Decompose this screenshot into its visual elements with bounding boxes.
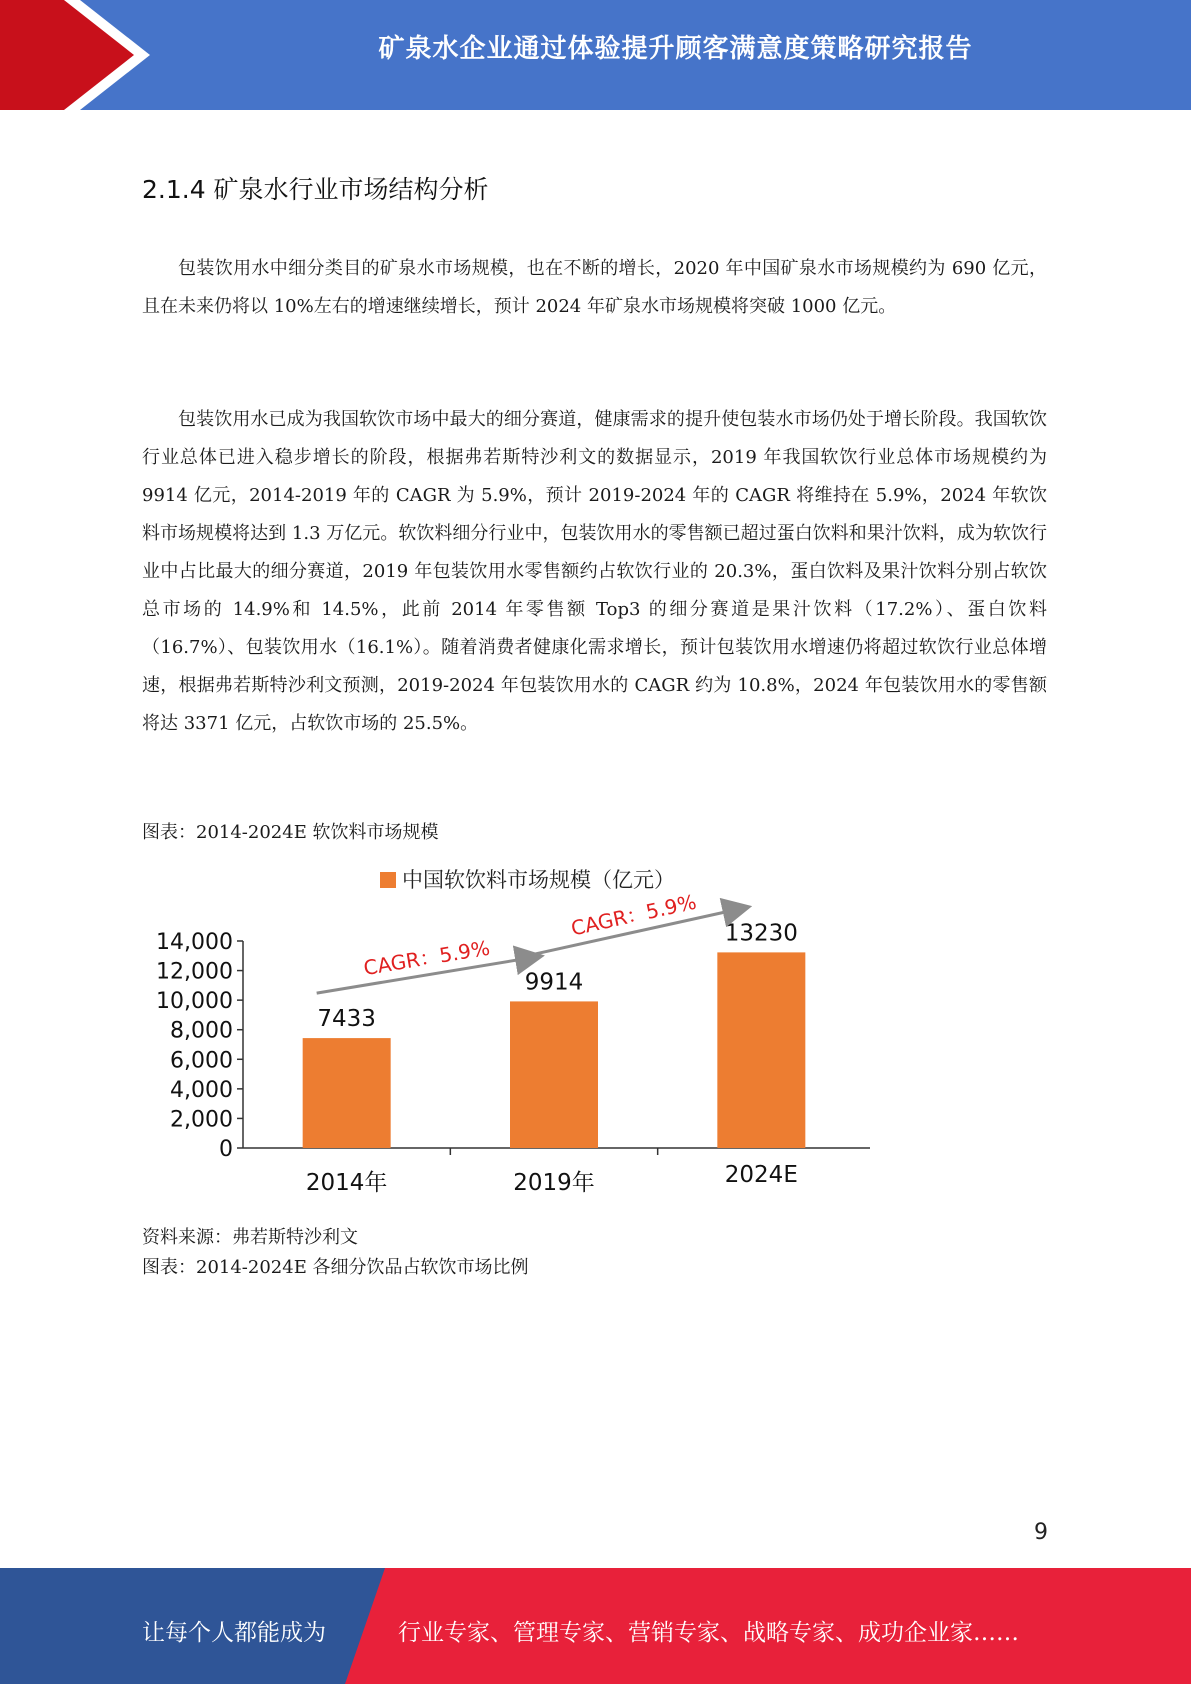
page-number: 9 bbox=[1034, 1520, 1048, 1545]
report-title: 矿泉水企业通过体验提升顾客满意度策略研究报告 bbox=[378, 34, 973, 64]
x-tick-label: 2014年 bbox=[305, 1170, 388, 1196]
figure-source: 资料来源：弗若斯特沙利文 bbox=[142, 1227, 358, 1248]
chart-svg bbox=[140, 855, 880, 1215]
bar bbox=[510, 1001, 598, 1148]
legend-swatch bbox=[380, 872, 396, 888]
bar-value-label: 9914 bbox=[524, 969, 584, 996]
bar-value-label: 13230 bbox=[724, 920, 798, 947]
y-tick-label: 4,000 bbox=[170, 1077, 233, 1103]
footer-slogan-left: 让每个人都能成为 bbox=[142, 1620, 326, 1646]
cagr-label: CAGR：5.9% bbox=[361, 935, 492, 981]
legend-label: 中国软饮料市场规模（亿元） bbox=[402, 868, 675, 892]
paragraph-1: 包装饮用水中细分类目的矿泉水市场规模，也在不断的增长，2020 年中国矿泉水市场规模约为 690 亿元，且在未来仍将以 10%左右的增速继续增长，预计 2024 年矿泉水市场规模将突破 1000 亿元。 bbox=[142, 258, 1047, 317]
paragraph-2: 包装饮用水已成为我国软饮市场中最大的细分赛道，健康需求的提升使包装水市场仍处于增长阶段。我国软饮行业总体已进入稳步增长的阶段，根据弗若斯特沙利文的数据显示，2019 年我国软饮行业总体市场规模约为 9914 亿元，2014-2019 年的 CAGR 为 5.9%，预计 2019-2024 年的 CAGR 将维持在 5.9%，2024 年软饮料市场规模将达到 1.3 万亿元。软饮料细分行业中，包装饮用水的零售额已超过蛋白饮料和果汁饮料，成为软饮行业中占比最大的细分赛道，2019 年包装饮用水零售额约占软饮行业的 20.3%，蛋白饮料及果汁饮料分别占软饮总市场的 14.9%和 14.5%，此前 2014 年零售额 Top3 的细分赛道是果汁饮料（17.2%）、蛋白饮料（16.7%）、包装饮用水（16.1%）。随着消费者健康化需求增长，预计包装饮用水增速仍将超过软饮行业总体增速，根据弗若斯特沙利文预测，2019-2024 年包装饮用水的 CAGR 约为 10.8%，2024 年包装饮用水的零售额将达 3371 亿元，占软饮市场的 25.5%。 bbox=[142, 409, 1047, 734]
header-banner bbox=[0, 0, 1191, 110]
bar bbox=[303, 1038, 391, 1148]
footer-slogan-right: 行业专家、管理专家、营销专家、战略专家、成功企业家…… bbox=[398, 1620, 1019, 1646]
bar-value-label: 7433 bbox=[317, 1006, 376, 1033]
y-tick-label: 14,000 bbox=[156, 930, 233, 955]
y-tick-label: 10,000 bbox=[156, 989, 233, 1015]
y-tick-label: 0 bbox=[219, 1137, 233, 1162]
y-tick-label: 12,000 bbox=[156, 959, 233, 985]
figure-caption-2: 图表：2014-2024E 各细分饮品占软饮市场比例 bbox=[142, 1257, 529, 1278]
x-tick-label: 2019年 bbox=[513, 1170, 595, 1196]
x-tick-label: 2024E bbox=[724, 1162, 798, 1188]
bar bbox=[717, 952, 805, 1148]
footer-banner bbox=[0, 1568, 1191, 1684]
y-axis bbox=[156, 930, 243, 1162]
y-tick-label: 8,000 bbox=[170, 1018, 233, 1044]
figure-caption-1: 图表：2014-2024E 软饮料市场规模 bbox=[142, 822, 439, 843]
cagr-label: CAGR：5.9% bbox=[568, 889, 699, 941]
bar-chart bbox=[140, 855, 880, 1215]
y-tick-label: 6,000 bbox=[170, 1048, 233, 1074]
x-axis bbox=[243, 1148, 870, 1196]
section-heading: 2.1.4 矿泉水行业市场结构分析 bbox=[142, 175, 489, 204]
y-tick-label: 2,000 bbox=[170, 1107, 233, 1133]
